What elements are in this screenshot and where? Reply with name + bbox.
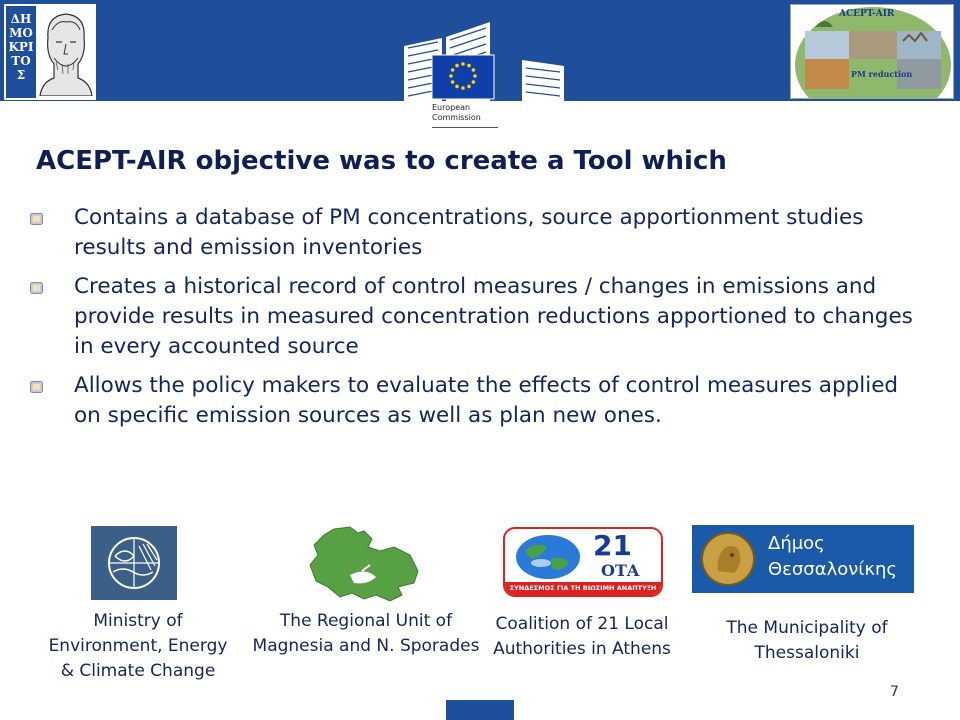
- thessaloniki-logo-line2: Θεσσαλονίκης: [768, 559, 897, 580]
- ota-banner: ΣΥΝΔΕΣΜΟΣ ΓΙΑ ΤΗ ΒΙΩΣΙΜΗ ΑΝΑΠΤΥΞΗ: [505, 582, 661, 595]
- bullet-list: [30, 203, 930, 440]
- bullet-marker-icon: [30, 381, 43, 393]
- thessaloniki-logo-line1: Δήμος: [768, 533, 825, 554]
- partner-coalition-caption: Coalition of 21 Local Authorities in Athens: [493, 614, 671, 659]
- acept-air-logo-title: ACEPT-AIR: [839, 9, 895, 19]
- bullet-text: Allows the policy makers to evaluate the effects of control measures applied on specific emission sources as well as plan new ones.: [74, 373, 899, 428]
- ec-underline: [432, 127, 498, 128]
- philosopher-bust-icon: [38, 8, 94, 96]
- ec-label-box: [424, 101, 500, 135]
- partner-ministry-caption: Ministry of Environment, Energy & Climate Change: [48, 611, 228, 681]
- acept-air-emblem: [791, 5, 954, 99]
- bullet-marker-icon: [30, 213, 43, 225]
- bullet-text: Contains a database of PM concentrations, source apportionment studies results and emission inventories: [74, 205, 864, 260]
- acept-air-logo-subtitle: PM reduction: [851, 69, 913, 79]
- bullet-marker-icon: [30, 282, 43, 294]
- header-banner: [0, 0, 960, 101]
- globe-icon: [511, 533, 585, 581]
- ota-text: ΟΤΑ: [601, 561, 640, 580]
- magnesia-map-logo: [306, 525, 420, 603]
- ota-number: 21: [593, 529, 632, 562]
- slide-title: ACEPT-AIR objective was to create a Tool which: [36, 146, 727, 176]
- ec-building-icon: [404, 20, 564, 101]
- thessaloniki-logo: [692, 525, 914, 593]
- ec-label: European Commission: [432, 103, 481, 122]
- demokritos-letters: ΔΗ ΜΟ ΚΡΙ ΤΟ Σ: [6, 6, 36, 98]
- partner-magnesia-caption: The Regional Unit of Magnesia and N. Sporades: [252, 611, 480, 656]
- partner-thessaloniki-caption: The Municipality of Thessaloniki: [726, 618, 888, 663]
- coin-head-icon: [700, 531, 756, 587]
- demokritos-logo: [4, 4, 96, 100]
- bullet-text: Creates a historical record of control measures / changes in emissions and provide results in measured concentration reductions apportioned to changes in every accounted source: [74, 274, 913, 359]
- ota-logo: [503, 527, 663, 597]
- acept-air-logo: [790, 4, 954, 99]
- bullet-item: [30, 272, 930, 362]
- ministry-logo: [91, 526, 177, 600]
- bullet-item: [30, 203, 930, 263]
- page-number: 7: [890, 684, 899, 700]
- footer-bar: [446, 700, 514, 720]
- bullet-item: [30, 371, 930, 431]
